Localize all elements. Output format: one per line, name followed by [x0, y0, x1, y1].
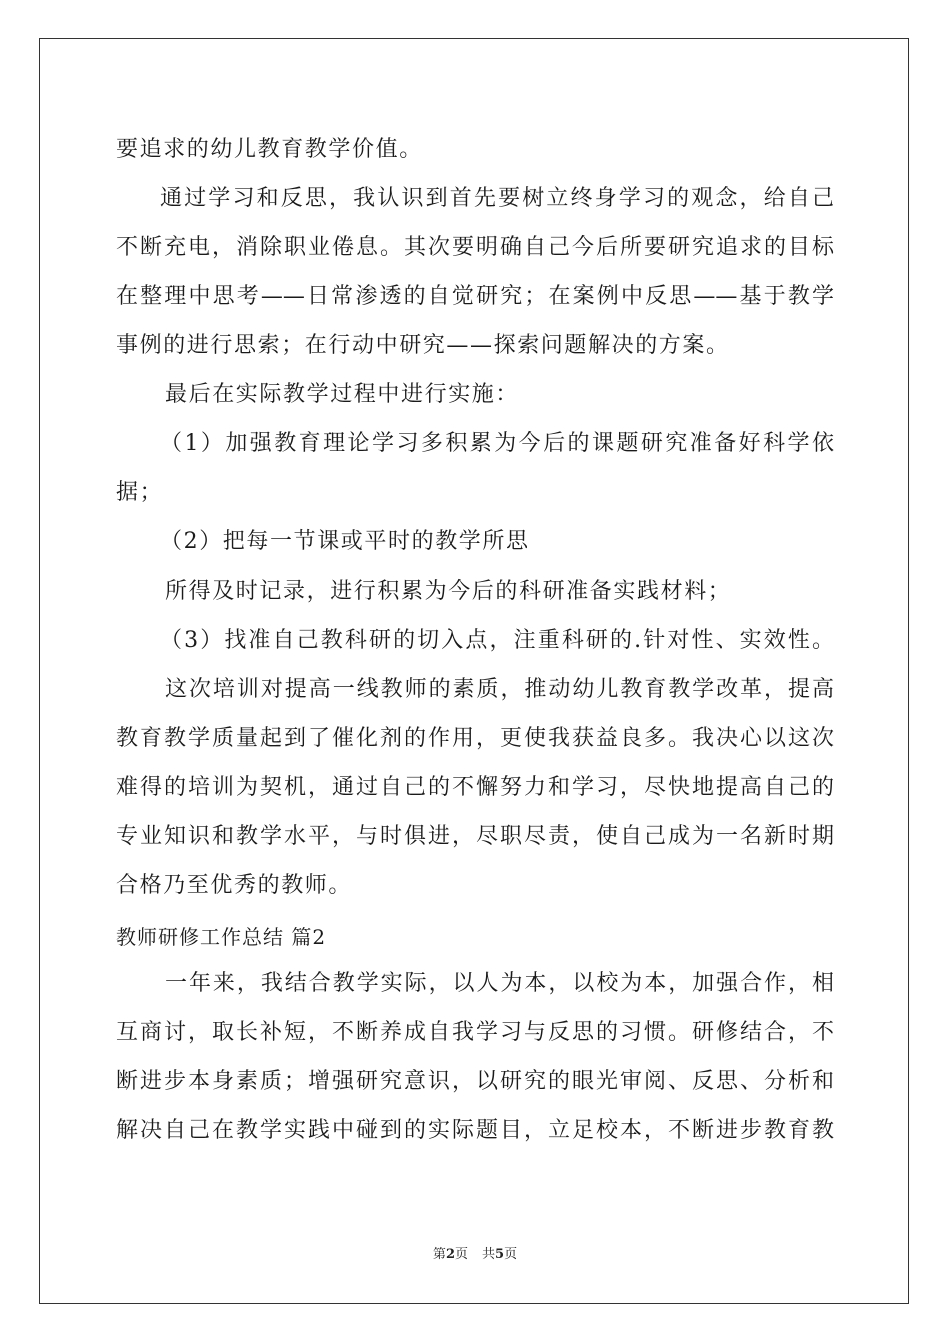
- paragraph-first-line: 最后在实际教学过程中进行实施：: [165, 382, 520, 407]
- page-prefix: 第: [432, 1247, 446, 1262]
- page-current: 2: [445, 1247, 455, 1262]
- section-heading: 教师研修工作总结 篇2: [116, 925, 327, 949]
- list-item-2: （2）把每一节课或平时的教学所思: [160, 529, 530, 554]
- text-line: 在整理中思考——日常渗透的自觉研究；在案例中反思——基于教学: [116, 284, 834, 309]
- page-footer: [0, 1247, 950, 1263]
- paragraph-first-line: 通过学习和反思，我认识到首先要树立终身学习的观念，给自己: [160, 186, 834, 211]
- text-line: 所得及时记录，进行积累为今后的科研准备实践材料；: [165, 579, 732, 604]
- text-line: 教育教学质量起到了催化剂的作用，更使我获益良多。我决心以这次: [116, 726, 834, 751]
- text-line: 解决自己在教学实践中碰到的实际题目，立足校本，不断进步教育教: [116, 1118, 834, 1143]
- text-line: 合格乃至优秀的教师。: [116, 873, 353, 898]
- page-border: [39, 38, 909, 1304]
- page-total: 5: [495, 1247, 505, 1262]
- list-item-1: （1）加强教育理论学习多积累为今后的课题研究准备好科学依: [160, 431, 834, 456]
- paragraph-first-line: 一年来，我结合教学实际，以人为本，以校为本，加强合作，相: [165, 971, 834, 996]
- text-line: 断进步本身素质；增强研究意识，以研究的眼光审阅、反思、分析和: [116, 1069, 834, 1094]
- list-item-3: （3）找准自己教科研的切入点，注重科研的.针对性、实效性。: [160, 628, 834, 653]
- paragraph-first-line: 这次培训对提高一线教师的素质，推动幼儿教育教学改革，提高: [165, 677, 834, 702]
- text-line: 互商讨，取长补短，不断养成自我学习与反思的习惯。研修结合，不: [116, 1020, 834, 1045]
- text-line: 不断充电，消除职业倦息。其次要明确自己今后所要研究追求的目标: [116, 235, 834, 260]
- text-line: 事例的进行思索；在行动中研究——探索问题解决的方案。: [116, 333, 730, 358]
- text-line: 专业知识和教学水平，与时俱进，尽职尽责，使自己成为一名新时期: [116, 824, 834, 849]
- text-line: 要追求的幼儿教育教学价值。: [116, 137, 423, 162]
- total-suffix: 页: [504, 1247, 518, 1262]
- text-line: 难得的培训为契机，通过自己的不懈努力和学习，尽快地提高自己的: [116, 775, 834, 800]
- text-line: 据；: [116, 480, 164, 505]
- total-prefix: 共: [482, 1247, 496, 1262]
- page-suffix: 页: [454, 1247, 468, 1262]
